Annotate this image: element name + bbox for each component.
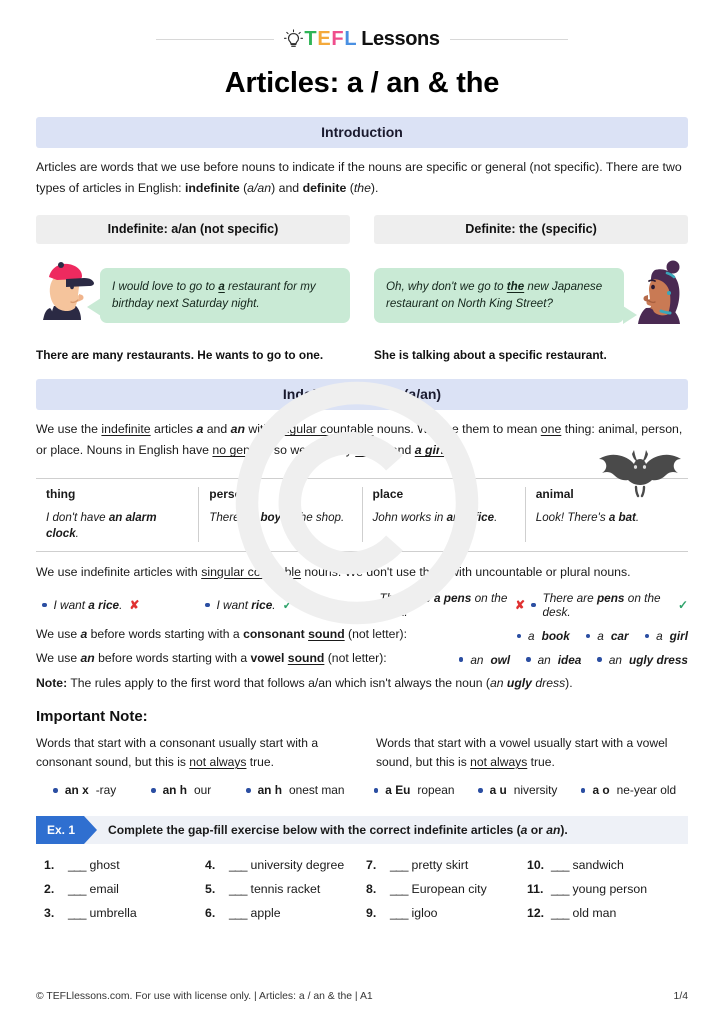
cx3-rest: onest man xyxy=(289,783,345,798)
gap-word-11: young person xyxy=(572,882,648,897)
ex-em-thing: an alarm clock xyxy=(46,510,157,540)
bullet-dot-icon xyxy=(205,603,210,608)
gap-blank-5[interactable]: ___ xyxy=(229,882,247,897)
cb4-post: on the desk. xyxy=(542,591,661,620)
ce1-noun: book xyxy=(541,628,570,643)
gap-number-9: 9. xyxy=(366,906,377,921)
gap-word-9: igloo xyxy=(411,906,438,921)
gap-blank-9[interactable]: ___ xyxy=(390,906,408,921)
bullet-dot-icon xyxy=(581,788,586,793)
bullet-dot-icon xyxy=(151,788,156,793)
bullet-dot-icon xyxy=(526,657,531,662)
csr-a: a xyxy=(80,627,88,642)
ind-t9: . xyxy=(444,443,448,458)
vx3-bold: a o xyxy=(592,783,610,798)
ind-t7: , so we can say xyxy=(267,443,356,458)
vowel-exception-3 xyxy=(581,783,676,797)
vx1-rest: ropean xyxy=(417,783,455,798)
article-type-panels xyxy=(36,215,688,362)
bullet-dot-icon xyxy=(459,657,464,662)
vsr-t1: We use xyxy=(36,650,81,665)
inr-t1: Words that start with a vowel usually start with a vowel sound, but this is xyxy=(376,735,668,769)
csr-t1: We use xyxy=(36,627,81,642)
gap-number-7: 7. xyxy=(366,858,377,873)
countable-example-1 xyxy=(36,598,199,612)
table-col-place xyxy=(362,487,525,542)
vsr-vowel: vowel xyxy=(250,650,285,665)
vsr-t3: (not letter): xyxy=(324,650,387,665)
section-header-introduction: Introduction xyxy=(36,117,688,148)
ce2-article: a xyxy=(597,628,604,643)
gap-item-6[interactable] xyxy=(205,906,366,920)
intro-a-an: a/an xyxy=(247,181,272,196)
consonant-exception-3 xyxy=(246,783,344,797)
ind-t4: with xyxy=(245,422,274,437)
gap-blank-10[interactable]: ___ xyxy=(551,858,569,873)
introduction-paragraph xyxy=(36,157,688,199)
gap-item-11[interactable] xyxy=(527,882,688,896)
ex-post-thing: . xyxy=(75,526,79,540)
ind-indefinite-underline: indefinite xyxy=(101,422,151,437)
cb4-em: pens xyxy=(596,591,625,606)
cb2-pre: I want xyxy=(216,598,252,613)
bullet-dot-icon xyxy=(586,634,591,639)
ex-pre-thing: I don't have xyxy=(46,510,109,524)
footer-page-number: 1/4 xyxy=(673,991,688,1002)
page-title: Articles: a / an & the xyxy=(224,67,500,99)
table-col-person xyxy=(198,487,361,542)
gap-word-6: apple xyxy=(250,906,281,921)
gap-number-11: 11. xyxy=(527,882,544,897)
important-note-right xyxy=(376,734,688,773)
intro-text-5: ). xyxy=(370,181,379,196)
panel-indefinite xyxy=(36,215,350,362)
gap-blank-11[interactable]: ___ xyxy=(551,882,569,897)
gap-word-12: old man xyxy=(572,906,617,921)
lightbulb-icon xyxy=(284,29,303,50)
csr-t3: (not letter): xyxy=(344,627,407,642)
bullet-dot-icon xyxy=(53,788,58,793)
cross-icon: ✘ xyxy=(129,598,140,613)
ind-an: an xyxy=(230,422,245,437)
bullet-dot-icon xyxy=(531,603,536,608)
csr-t2: before words starting with a xyxy=(87,627,244,642)
inl-t1: Words that start with a consonant usually start with a consonant sound, but this is xyxy=(36,735,319,769)
vowel-rule-text xyxy=(36,651,387,665)
panel-definite-caption: She is talking about a specific restaurant. xyxy=(374,348,607,363)
ind-t1: We use the xyxy=(36,422,102,437)
intro-text-3: ) and xyxy=(271,181,303,196)
ce2-noun: car xyxy=(610,628,629,643)
ve3-article: an xyxy=(608,652,622,667)
exi-t2: or xyxy=(527,823,547,838)
vsr-an: an xyxy=(80,650,95,665)
bubble-emphasis-the: the xyxy=(506,279,525,293)
intro-text-1: Articles are words that we use before nouns to indicate if the nouns are specific or general (not specific). There are two types of articles in English: xyxy=(36,160,682,196)
logo-letter-e: E xyxy=(317,28,331,50)
countable-rule-text xyxy=(36,562,688,583)
brand-rule-left xyxy=(156,39,274,40)
vowel-example-2 xyxy=(526,653,581,667)
col-example-place xyxy=(373,510,515,526)
footer-license-text: © TEFLlessons.com. For use with license only. | Articles: a / an & the | A1 xyxy=(36,991,373,1002)
vowel-example-3 xyxy=(597,653,688,667)
bullet-dot-icon xyxy=(368,603,373,608)
ex-em-animal: a bat xyxy=(608,510,636,524)
consonant-example-1 xyxy=(517,629,570,643)
col-example-thing xyxy=(46,510,188,542)
panel-indefinite-scene xyxy=(36,254,350,336)
ex-post-person: in the shop. xyxy=(281,510,345,524)
gap-word-4: university degree xyxy=(250,858,345,873)
gap-number-3: 3. xyxy=(44,906,55,921)
important-note-heading: Important Note: xyxy=(36,707,148,725)
bullet-dot-icon xyxy=(645,634,650,639)
cx1-rest: -ray xyxy=(95,783,117,798)
gap-number-8: 8. xyxy=(366,882,377,897)
cnt-t1: We use indefinite articles with xyxy=(36,565,202,579)
ind-t5: nouns. We use them to mean xyxy=(373,422,541,437)
gap-blank-12[interactable]: ___ xyxy=(551,906,569,921)
ex-em-place: an office xyxy=(446,510,495,524)
gap-blank-4[interactable]: ___ xyxy=(229,858,247,873)
gap-number-5: 5. xyxy=(205,882,216,897)
vx3-rest: ne-year old xyxy=(616,783,677,798)
vsr-sound: sound xyxy=(287,650,325,665)
consonant-exception-examples xyxy=(36,783,362,797)
note-em-dress: dress xyxy=(531,675,566,690)
intro-definite: definite xyxy=(302,181,347,196)
cb3-em: a pens xyxy=(433,591,472,606)
consonant-exception-2 xyxy=(151,783,211,797)
cb4-pre: There are xyxy=(542,591,597,606)
gap-number-6: 6. xyxy=(205,906,216,921)
vowel-example-1 xyxy=(459,653,510,667)
cross-icon: ✘ xyxy=(514,598,525,613)
bullet-dot-icon xyxy=(246,788,251,793)
col-head-thing: thing xyxy=(46,486,76,501)
logo-word-lessons: Lessons xyxy=(361,28,440,50)
vowel-exception-examples xyxy=(362,783,688,797)
gap-number-2: 2. xyxy=(44,882,55,897)
ex-pre-person: There's xyxy=(209,510,251,524)
check-icon: ✓ xyxy=(677,598,688,613)
logo-letter-t: T xyxy=(304,28,317,50)
vx1-bold: a Eu xyxy=(385,783,411,798)
note-label: Note: xyxy=(36,675,68,690)
intro-text-4: ( xyxy=(346,181,354,196)
ind-t6: thing: animal, person, or place. Nouns in English have xyxy=(36,422,683,458)
bubble-text-pre-1: I would love to go to xyxy=(112,279,219,293)
check-icon: ✓ xyxy=(282,598,293,613)
vowel-examples xyxy=(459,653,688,667)
bubble-emphasis-a: a xyxy=(218,279,225,293)
gap-number-1: 1. xyxy=(44,858,55,873)
countable-example-4 xyxy=(525,591,688,619)
gap-number-10: 10. xyxy=(527,858,545,873)
gap-item-8[interactable] xyxy=(366,882,527,896)
ce1-article: a xyxy=(528,628,535,643)
ind-t8: and xyxy=(387,443,415,458)
cnt-t2: nouns. We don't use them with uncountable or plural nouns. xyxy=(301,565,631,579)
cb1-post: . xyxy=(119,598,123,613)
gap-item-7[interactable] xyxy=(366,858,527,872)
speech-bubble-indefinite xyxy=(100,268,350,323)
gap-word-1: ghost xyxy=(89,858,120,873)
ve1-article: an xyxy=(470,652,484,667)
ex-em-person: a boy xyxy=(250,510,282,524)
cb2-em: rice xyxy=(251,598,273,613)
col-head-place: place xyxy=(372,486,404,501)
cx2-rest: our xyxy=(194,783,212,798)
ve3-noun: ugly dress xyxy=(628,652,688,667)
important-note-columns xyxy=(36,734,688,773)
vsr-t2: before words starting with a xyxy=(94,650,251,665)
brand-rule-right xyxy=(450,39,568,40)
bat-icon xyxy=(592,446,688,498)
vowel-exception-2 xyxy=(478,783,557,797)
consonant-exception-1 xyxy=(53,783,116,797)
ind-t3: and xyxy=(203,422,231,437)
gap-blank-3[interactable]: ___ xyxy=(68,906,86,921)
inr-not-always: not always xyxy=(470,754,528,769)
important-note-left xyxy=(36,734,348,773)
exi-t1: Complete the gap-fill exercise below with the correct indefinite articles ( xyxy=(108,823,521,838)
gap-item-12[interactable] xyxy=(527,906,688,920)
gap-word-7: pretty skirt xyxy=(411,858,469,873)
countable-examples-row xyxy=(36,591,688,619)
consonant-examples xyxy=(517,629,688,643)
col-head-person: person xyxy=(209,486,250,501)
csr-consonant: consonant xyxy=(243,627,305,642)
gap-blank-6[interactable]: ___ xyxy=(229,906,247,921)
gap-item-10[interactable] xyxy=(527,858,688,872)
noun-type-table xyxy=(36,478,688,552)
consonant-sound-rule xyxy=(36,627,688,643)
gap-word-3: umbrella xyxy=(89,906,137,921)
ex-pre-place: John works in xyxy=(372,510,447,524)
gap-item-3[interactable] xyxy=(44,906,205,920)
ex-pre-animal: Look! There's xyxy=(535,510,609,524)
gap-number-12: 12. xyxy=(527,906,545,921)
intro-the: the xyxy=(353,181,371,196)
ind-a-boy: a boy xyxy=(355,443,388,458)
ind-t2: articles xyxy=(150,422,197,437)
ex-post-animal: . xyxy=(635,510,640,524)
panel-definite xyxy=(374,215,688,362)
note-text-1: The rules apply to the first word that follows a/an which isn't always the noun ( xyxy=(67,675,490,690)
cnt-singular-countable: singular countable xyxy=(201,565,301,579)
ind-no-gender: no gender xyxy=(212,443,268,458)
gap-item-4[interactable] xyxy=(205,858,366,872)
cx1-bold: an x xyxy=(64,783,89,798)
gap-number-4: 4. xyxy=(205,858,216,873)
consonant-rule-text xyxy=(36,627,407,641)
bullet-dot-icon xyxy=(597,657,602,662)
gap-item-2[interactable] xyxy=(44,882,205,896)
logo-letter-l: L xyxy=(344,28,357,50)
note-em-an: an xyxy=(489,675,507,690)
cx2-bold: an h xyxy=(162,783,188,798)
csr-sound: sound xyxy=(308,627,345,642)
countable-example-2 xyxy=(199,598,362,612)
ce3-article: a xyxy=(656,628,663,643)
consonant-example-2 xyxy=(586,629,629,643)
cx3-bold: an h xyxy=(257,783,283,798)
consonant-example-3 xyxy=(645,629,688,643)
cb2-post: . xyxy=(272,598,276,613)
bubble-text-post-1: restaurant for my birthday next Saturday night. xyxy=(112,279,316,311)
gap-fill-exercise-grid xyxy=(36,858,688,920)
note-em-ugly: ugly xyxy=(506,675,532,690)
col-example-person xyxy=(209,510,351,526)
gap-item-1[interactable] xyxy=(44,858,205,872)
ind-a-girl: a girl xyxy=(414,443,445,458)
gap-blank-2[interactable]: ___ xyxy=(68,882,86,897)
tefl-lessons-logo xyxy=(284,28,439,51)
exi-an: an xyxy=(546,823,561,838)
gap-blank-1[interactable]: ___ xyxy=(68,858,86,873)
brand-header xyxy=(36,0,688,51)
bullet-dot-icon xyxy=(517,634,522,639)
gap-blank-8[interactable]: ___ xyxy=(390,882,408,897)
cb1-em: a rice xyxy=(88,598,120,613)
indefinite-paragraph xyxy=(36,419,688,461)
vx2-rest: niversity xyxy=(513,783,558,798)
gap-item-5[interactable] xyxy=(205,882,366,896)
col-example-animal xyxy=(536,510,678,526)
exercise-1-band xyxy=(36,816,688,844)
panel-indefinite-header: Indefinite: a/an (not specific) xyxy=(36,215,350,244)
inr-t3: true. xyxy=(527,754,555,769)
ve2-noun: idea xyxy=(557,652,582,667)
page-footer xyxy=(36,991,688,1002)
speech-bubble-definite xyxy=(374,268,624,323)
ve1-noun: owl xyxy=(490,652,511,667)
panel-definite-scene xyxy=(374,254,688,336)
bullet-dot-icon xyxy=(42,603,47,608)
ind-a: a xyxy=(196,422,204,437)
gap-word-2: email xyxy=(89,882,119,897)
inl-not-always: not always xyxy=(189,754,247,769)
cb3-post: on the desk. xyxy=(379,591,508,620)
ve2-article: an xyxy=(537,652,551,667)
bubble-text-post-2: new Japanese restaurant on North King Street? xyxy=(386,279,603,311)
exi-t3: ). xyxy=(560,823,568,838)
section-header-indefinite-articles: Indefinite Articles (a/an) xyxy=(36,379,688,410)
exercise-number-badge: Ex. 1 xyxy=(36,816,84,844)
ce3-noun: girl xyxy=(669,628,688,643)
bullet-dot-icon xyxy=(374,788,379,793)
inl-t3: true. xyxy=(246,754,274,769)
cb3-pre: There are xyxy=(379,591,434,606)
gap-word-10: sandwich xyxy=(572,858,624,873)
panel-definite-header: Definite: the (specific) xyxy=(374,215,688,244)
boy-with-cap-avatar xyxy=(36,256,100,334)
gap-word-8: European city xyxy=(411,882,487,897)
intro-indefinite: indefinite xyxy=(185,181,240,196)
vowel-sound-rule xyxy=(36,651,688,667)
logo-letter-f: F xyxy=(331,28,344,50)
vx2-bold: a u xyxy=(489,783,507,798)
table-col-thing xyxy=(36,487,198,542)
note-text-2: ). xyxy=(565,675,573,690)
col-head-animal: animal xyxy=(535,486,574,501)
exercise-instruction xyxy=(108,823,568,837)
exi-a: a xyxy=(520,823,528,838)
intro-text-2: ( xyxy=(239,181,248,196)
ex-post-place: . xyxy=(494,510,498,524)
bullet-dot-icon xyxy=(478,788,483,793)
ind-singular-countable: singular countable xyxy=(273,422,374,437)
countable-example-3 xyxy=(362,591,525,619)
panel-indefinite-caption: There are many restaurants. He wants to go to one. xyxy=(36,348,324,363)
vowel-exception-1 xyxy=(374,783,455,797)
gap-item-9[interactable] xyxy=(366,906,527,920)
bubble-text-pre-2: Oh, why don't we go to xyxy=(386,279,507,293)
important-note-examples xyxy=(36,783,688,797)
rule-note xyxy=(36,676,688,690)
ind-one: one xyxy=(540,422,562,437)
gap-blank-7[interactable]: ___ xyxy=(390,858,408,873)
cb1-pre: I want xyxy=(53,598,89,613)
gap-word-5: tennis racket xyxy=(250,882,321,897)
